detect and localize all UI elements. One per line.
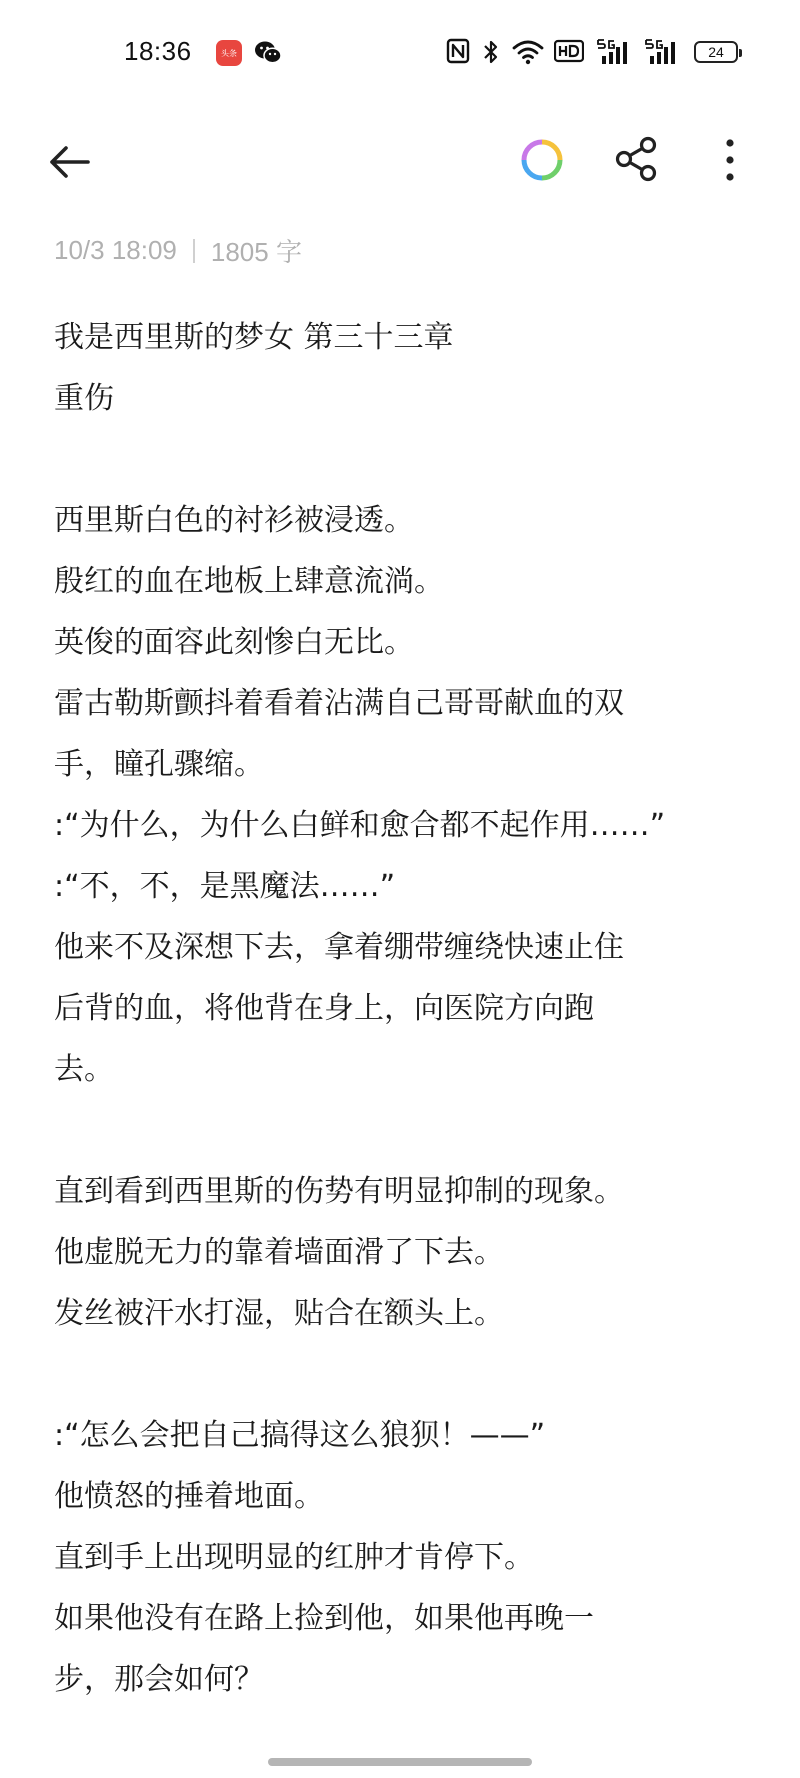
note-title: 我是西里斯的梦女 第三十三章 (54, 320, 454, 355)
text-line: 发丝被汗水打湿，贴合在额头上。 (54, 1296, 504, 1331)
text-line: 殷红的血在地板上肆意流淌。 (54, 564, 444, 599)
note-body[interactable] (54, 307, 754, 1710)
more-options-button[interactable] (712, 134, 748, 188)
blank-line (54, 429, 754, 490)
nfc-icon (446, 38, 470, 64)
signal-5g-icon (596, 38, 630, 66)
color-ring-icon (518, 136, 566, 184)
text-line: 他来不及深想下去，拿着绷带缠绕快速止住 (54, 930, 624, 965)
signal-5g-icon-2 (644, 38, 678, 66)
blank-line (54, 1100, 754, 1161)
color-theme-button[interactable] (518, 136, 566, 184)
bluetooth-icon (482, 38, 500, 66)
text-line: 去。 (54, 1052, 114, 1087)
home-indicator[interactable] (268, 1758, 532, 1766)
back-button[interactable] (44, 136, 96, 188)
note-datetime: 10/3 18:09 (54, 235, 177, 265)
note-word-count: 1805 字 (210, 237, 302, 267)
more-vertical-icon (712, 134, 748, 188)
text-line: :“为什么，为什么白鲜和愈合都不起作用……” (54, 808, 666, 843)
text-line: :“怎么会把自己搞得这么狼狈！——” (54, 1418, 546, 1453)
text-line: 直到看到西里斯的伤势有明显抑制的现象。 (54, 1174, 624, 1209)
back-arrow-icon (44, 136, 96, 188)
toolbar (0, 100, 800, 220)
share-icon (612, 134, 662, 184)
text-line: 他虚脱无力的靠着墙面滑了下去。 (54, 1235, 504, 1270)
text-line: 重伤 (54, 381, 114, 416)
status-bar (0, 0, 800, 100)
text-line: 雷古勒斯颤抖着看着沾满自己哥哥献血的双 (54, 686, 624, 721)
battery-level: 24 (708, 44, 724, 60)
blank-line (54, 1344, 754, 1405)
news-app-icon (216, 40, 242, 66)
text-line: 步，那会如何？ (54, 1662, 264, 1697)
text-line: :“不，不，是黑魔法……” (54, 869, 396, 904)
text-line: 后背的血，将他背在身上，向医院方向跑 (54, 991, 594, 1026)
meta-divider (193, 239, 195, 263)
wifi-icon (512, 38, 544, 66)
news-app-label: 头条 (221, 48, 237, 58)
text-line: 直到手上出现明显的红肿才肯停下。 (54, 1540, 534, 1575)
text-line: 他愤怒的捶着地面。 (54, 1479, 324, 1514)
status-time: 18:36 (124, 36, 192, 66)
text-line: 西里斯白色的衬衫被浸透。 (54, 503, 414, 538)
share-button[interactable] (612, 134, 662, 184)
text-line: 如果他没有在路上捡到他，如果他再晚一 (54, 1601, 594, 1636)
note-meta (54, 232, 302, 269)
text-line: 手，瞳孔骤缩。 (54, 747, 264, 782)
text-line: 英俊的面容此刻惨白无比。 (54, 625, 414, 660)
battery-icon (694, 41, 738, 63)
wechat-icon (254, 40, 282, 66)
hd-icon (554, 38, 584, 64)
